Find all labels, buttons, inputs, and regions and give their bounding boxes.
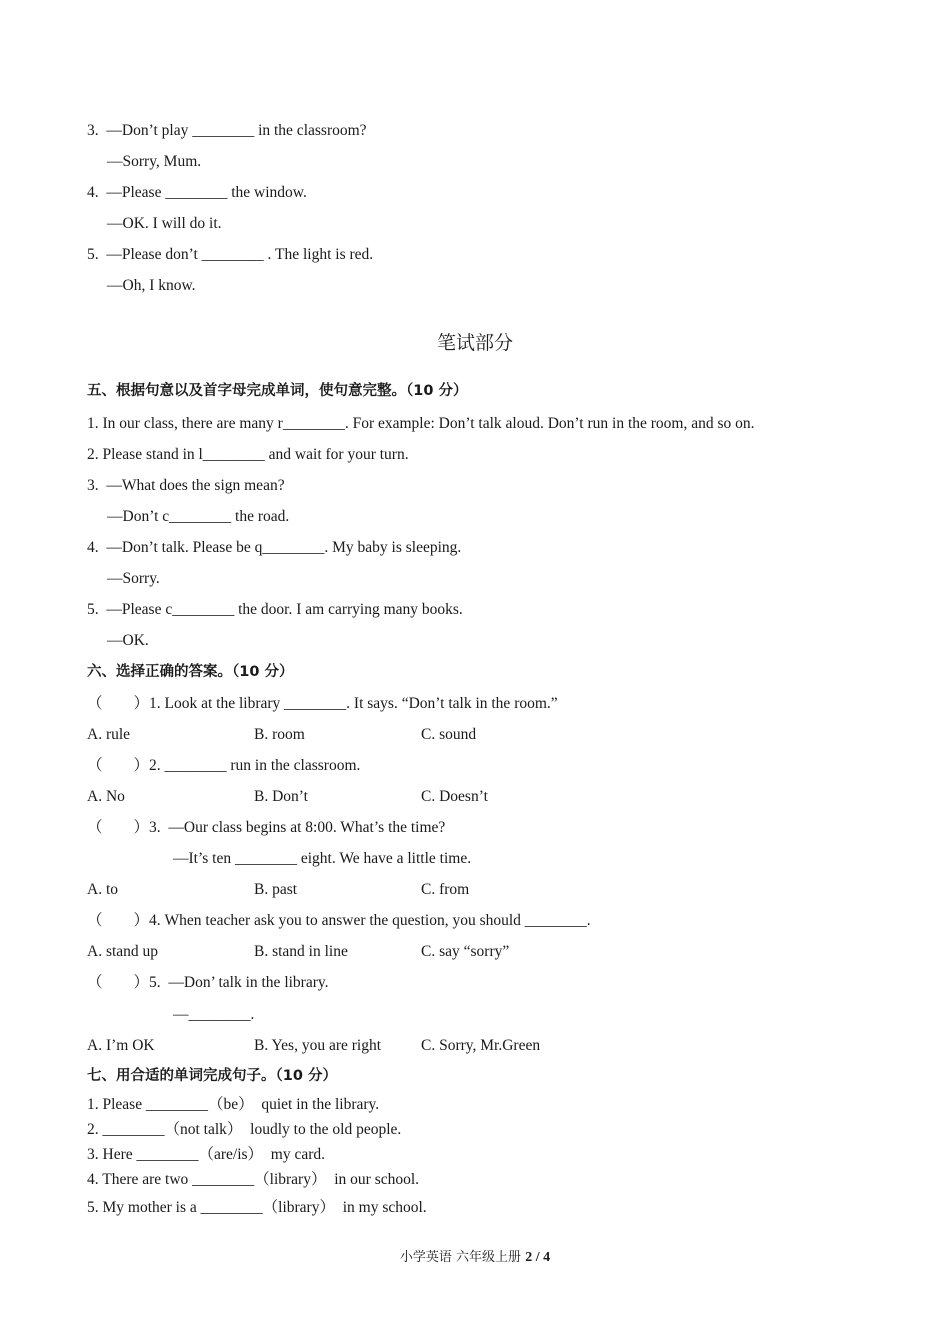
option-b: B. past [254,881,298,898]
option-c: C. Sorry, Mr.Green [421,1037,541,1054]
question-line: 5. —Please don’t ________ . The light is red. [87,246,374,263]
answer-line: —Don’t c________ the road. [107,508,290,525]
question-line: 4. —Please ________ the window. [87,184,307,201]
mc-question: （ ）1. Look at the library ________. It says. “Don’t talk in the room.” [87,695,558,712]
question-line: 3. —What does the sign mean? [87,477,285,494]
option-c: C. sound [421,726,477,743]
option-c: C. Doesn’t [421,788,488,805]
mc-question: （ ）3. —Our class begins at 8:00. What’s the time? [87,819,446,836]
question-line: 4. There are two ________（library） in our school. [87,1171,420,1188]
written-section-title: 笔试部分 [436,332,513,354]
question-line: 3. —Don’t play ________ in the classroom? [87,122,367,139]
answer-line: —OK. I will do it. [107,215,222,232]
mc-question: （ ）2. ________ run in the classroom. [87,757,361,774]
section-heading: 七、用合适的单词完成句子。（10 分） [87,1068,337,1084]
page-number: 2 / 4 [525,1250,551,1265]
option-a: A. to [87,881,118,898]
option-b: B. Don’t [254,788,308,805]
section-heading: 六、选择正确的答案。（10 分） [87,664,294,680]
mc-question-continuation: —________. [173,1006,255,1023]
option-a: A. stand up [87,943,159,960]
mc-question: （ ）5. —Don’ talk in the library. [87,974,329,991]
question-line: 1. Please ________（be） quiet in the library. [87,1096,380,1113]
answer-line: —Sorry, Mum. [107,153,202,170]
question-line: 4. —Don’t talk. Please be q________. My baby is sleeping. [87,539,462,556]
answer-line: —Oh, I know. [107,277,196,294]
question-line: 2. Please stand in l________ and wait for your turn. [87,446,409,463]
question-line: 3. Here ________（are/is） my card. [87,1146,326,1163]
answer-line: —OK. [107,632,149,649]
question-line: 1. In our class, there are many r________. For example: Don’t talk aloud. Don’t run in the room, and so on. [87,415,755,432]
option-c: C. say “sorry” [421,943,510,960]
option-c: C. from [421,881,470,898]
option-a: A. I’m OK [87,1037,155,1054]
answer-line: —Sorry. [107,570,160,587]
option-b: B. room [254,726,305,743]
option-b: B. stand in line [254,943,348,960]
question-line: 5. My mother is a ________（library） in my school. [87,1199,427,1216]
option-a: A. rule [87,726,131,743]
section-heading: 五、根据句意以及首字母完成单词，使句意完整。（10 分） [87,383,468,399]
footer-subject: 小学英语 六年级上册 [399,1250,526,1265]
mc-question-continuation: —It’s ten ________ eight. We have a little time. [173,850,472,867]
option-b: B. Yes, you are right [254,1037,382,1054]
option-a: A. No [87,788,125,805]
question-line: 5. —Please c________ the door. I am carrying many books. [87,601,463,618]
question-line: 2. ________（not talk） loudly to the old people. [87,1121,402,1138]
page-footer [0,1246,950,1266]
mc-question: （ ）4. When teacher ask you to answer the question, you should ________. [87,912,591,929]
